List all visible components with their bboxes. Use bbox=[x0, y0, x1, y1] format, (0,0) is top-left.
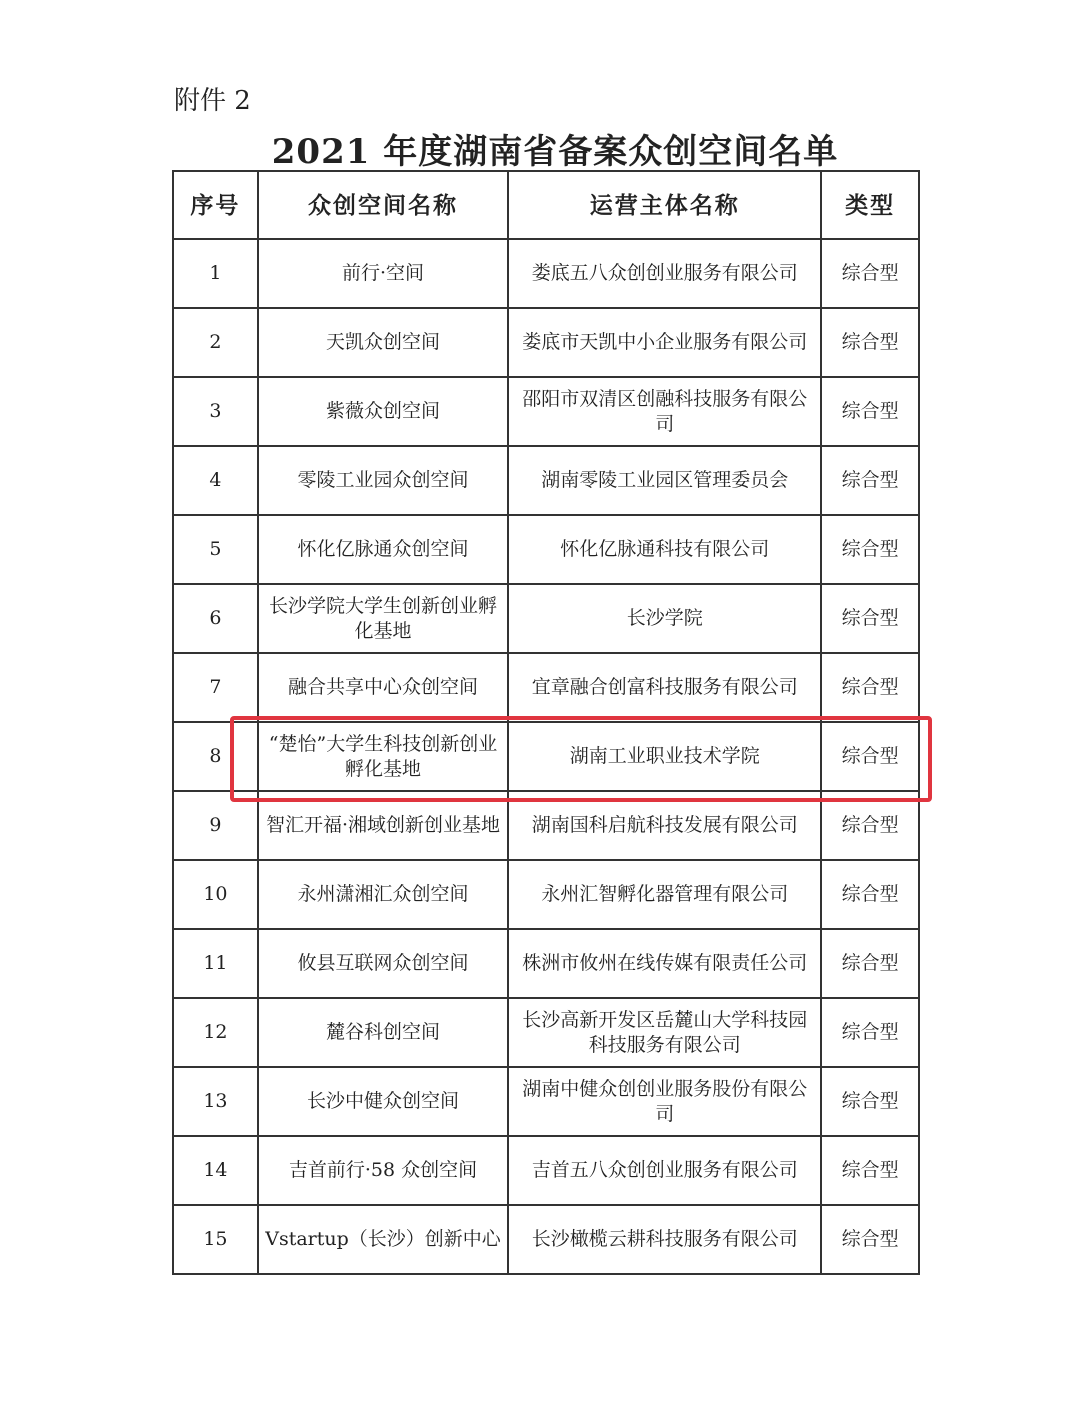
cell-operator: 湖南国科启航科技发展有限公司 bbox=[508, 791, 821, 860]
cell-operator: 宜章融合创富科技服务有限公司 bbox=[508, 653, 821, 722]
table-row bbox=[173, 791, 919, 860]
cell-name: 麓谷科创空间 bbox=[258, 998, 508, 1067]
cell-no: 9 bbox=[173, 791, 258, 860]
cell-no: 14 bbox=[173, 1136, 258, 1205]
table-row bbox=[173, 515, 919, 584]
cell-type: 综合型 bbox=[821, 515, 919, 584]
cell-name: 零陵工业园众创空间 bbox=[258, 446, 508, 515]
table-row bbox=[173, 1067, 919, 1136]
cell-operator: 长沙学院 bbox=[508, 584, 821, 653]
cell-type: 综合型 bbox=[821, 722, 919, 791]
table-row bbox=[173, 653, 919, 722]
header-name: 众创空间名称 bbox=[258, 171, 508, 239]
table-row bbox=[173, 584, 919, 653]
cell-operator: 湖南中健众创创业服务股份有限公司 bbox=[508, 1067, 821, 1136]
cell-operator: 永州汇智孵化器管理有限公司 bbox=[508, 860, 821, 929]
cell-type: 综合型 bbox=[821, 1067, 919, 1136]
cell-no: 10 bbox=[173, 860, 258, 929]
cell-no: 1 bbox=[173, 239, 258, 308]
cell-type: 综合型 bbox=[821, 1205, 919, 1274]
cell-type: 综合型 bbox=[821, 584, 919, 653]
cell-operator: 长沙橄榄云耕科技服务有限公司 bbox=[508, 1205, 821, 1274]
cell-name: Vstartup（长沙）创新中心 bbox=[258, 1205, 508, 1274]
cell-name: 长沙学院大学生创新创业孵化基地 bbox=[258, 584, 508, 653]
cell-type: 综合型 bbox=[821, 446, 919, 515]
cell-no: 13 bbox=[173, 1067, 258, 1136]
cell-no: 3 bbox=[173, 377, 258, 446]
header-no: 序号 bbox=[173, 171, 258, 239]
cell-name: 攸县互联网众创空间 bbox=[258, 929, 508, 998]
table-row bbox=[173, 860, 919, 929]
cell-name: 紫薇众创空间 bbox=[258, 377, 508, 446]
table-row bbox=[173, 998, 919, 1067]
cell-type: 综合型 bbox=[821, 308, 919, 377]
cell-type: 综合型 bbox=[821, 1136, 919, 1205]
cell-no: 7 bbox=[173, 653, 258, 722]
document-title: 2021 年度湖南省备案众创空间名单 bbox=[271, 132, 839, 172]
cell-name: 吉首前行·58 众创空间 bbox=[258, 1136, 508, 1205]
cell-name: 天凯众创空间 bbox=[258, 308, 508, 377]
cell-name: 永州潇湘汇众创空间 bbox=[258, 860, 508, 929]
cell-operator: 邵阳市双清区创融科技服务有限公司 bbox=[508, 377, 821, 446]
table-row bbox=[173, 446, 919, 515]
cell-operator: 株洲市攸州在线传媒有限责任公司 bbox=[508, 929, 821, 998]
cell-no: 15 bbox=[173, 1205, 258, 1274]
table-row bbox=[173, 239, 919, 308]
cell-no: 2 bbox=[173, 308, 258, 377]
cell-type: 综合型 bbox=[821, 791, 919, 860]
cell-name: 前行·空间 bbox=[258, 239, 508, 308]
table-row bbox=[173, 308, 919, 377]
table-header-row bbox=[173, 171, 919, 239]
cell-no: 11 bbox=[173, 929, 258, 998]
cell-type: 综合型 bbox=[821, 998, 919, 1067]
cell-no: 8 bbox=[173, 722, 258, 791]
cell-operator: 湖南零陵工业园区管理委员会 bbox=[508, 446, 821, 515]
cell-operator: 吉首五八众创创业服务有限公司 bbox=[508, 1136, 821, 1205]
cell-no: 5 bbox=[173, 515, 258, 584]
cell-no: 6 bbox=[173, 584, 258, 653]
table-row bbox=[173, 1205, 919, 1274]
cell-type: 综合型 bbox=[821, 653, 919, 722]
table-row bbox=[173, 929, 919, 998]
cell-operator: 湖南工业职业技术学院 bbox=[508, 722, 821, 791]
table-row bbox=[173, 1136, 919, 1205]
cell-operator: 长沙高新开发区岳麓山大学科技园科技服务有限公司 bbox=[508, 998, 821, 1067]
cell-type: 综合型 bbox=[821, 239, 919, 308]
cell-operator: 娄底市天凯中小企业服务有限公司 bbox=[508, 308, 821, 377]
cell-type: 综合型 bbox=[821, 929, 919, 998]
cell-type: 综合型 bbox=[821, 377, 919, 446]
attachment-label: 附件 2 bbox=[174, 86, 251, 116]
cell-operator: 娄底五八众创创业服务有限公司 bbox=[508, 239, 821, 308]
header-type: 类型 bbox=[821, 171, 919, 239]
cell-type: 综合型 bbox=[821, 860, 919, 929]
header-operator: 运营主体名称 bbox=[508, 171, 821, 239]
cell-name: 融合共享中心众创空间 bbox=[258, 653, 508, 722]
cell-name: 怀化亿脉通众创空间 bbox=[258, 515, 508, 584]
maker-space-table bbox=[172, 170, 920, 1275]
table-row bbox=[173, 377, 919, 446]
cell-name: 智汇开福·湘域创新创业基地 bbox=[258, 791, 508, 860]
cell-operator: 怀化亿脉通科技有限公司 bbox=[508, 515, 821, 584]
cell-no: 12 bbox=[173, 998, 258, 1067]
table-row bbox=[173, 722, 919, 791]
cell-no: 4 bbox=[173, 446, 258, 515]
cell-name: 长沙中健众创空间 bbox=[258, 1067, 508, 1136]
cell-name: “楚怡”大学生科技创新创业孵化基地 bbox=[258, 722, 508, 791]
